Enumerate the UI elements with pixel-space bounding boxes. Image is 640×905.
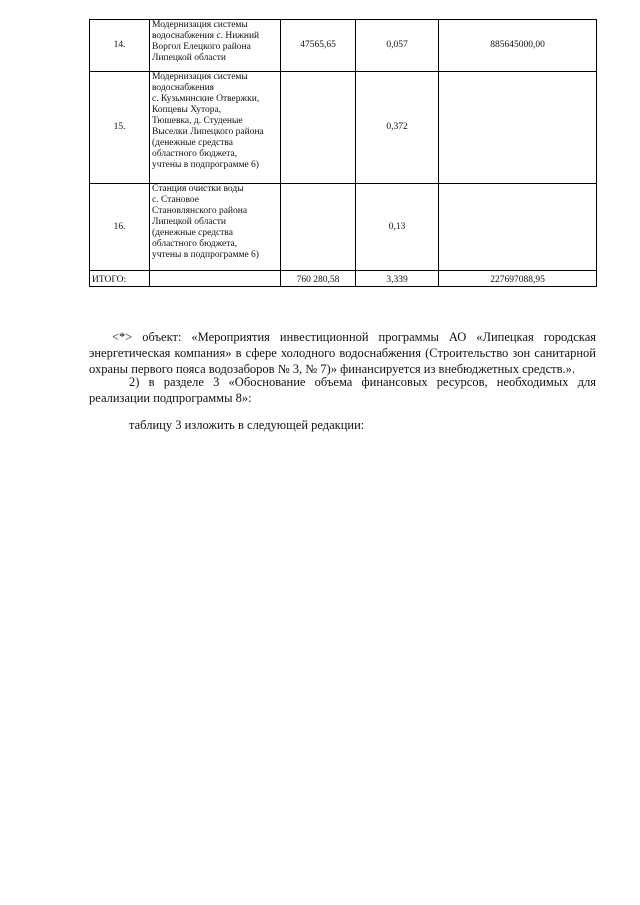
table-row bbox=[90, 184, 597, 271]
object-name-line: Модернизация системы bbox=[152, 20, 248, 30]
object-name-line: Становлянского района bbox=[152, 206, 248, 216]
table-row bbox=[90, 72, 597, 184]
amount-cell bbox=[439, 72, 597, 184]
object-name-line: с. Становое bbox=[152, 195, 199, 205]
object-name-line: Выселки Липецкого района bbox=[152, 127, 264, 137]
footnote-text: <*> объект: «Мероприятия инвестиционной программы АО «Липецкая городская энергетическая компания» в сфере холодного водоснабжения (Строительство зон санитарной охраны первого пояса водозаборов № 3, № 7)» финансируется из внебюджетных средств.». bbox=[89, 330, 596, 376]
cost-cell: 47565,65 bbox=[281, 20, 356, 72]
total-label: ИТОГО: bbox=[90, 271, 150, 287]
object-name-line: Станция очистки воды bbox=[152, 184, 244, 194]
object-name-line: учтены в подпрограмме 6) bbox=[152, 250, 259, 260]
cost-cell bbox=[281, 184, 356, 271]
object-name-line: (денежные средства bbox=[152, 138, 233, 148]
object-name-line: областного бюджета, bbox=[152, 239, 238, 249]
table-row bbox=[90, 20, 597, 72]
row-number: 14. bbox=[90, 20, 150, 72]
total-length: 3,339 bbox=[356, 271, 439, 287]
object-name-line: (денежные средства bbox=[152, 228, 233, 238]
amount-cell bbox=[439, 184, 597, 271]
row-number: 16. bbox=[90, 184, 150, 271]
object-name-line: Копцевы Хутора, bbox=[152, 105, 222, 115]
footnote-paragraph bbox=[89, 329, 596, 377]
row-number: 15. bbox=[90, 72, 150, 184]
amount-cell: 885645000,00 bbox=[439, 20, 597, 72]
object-name bbox=[150, 72, 281, 184]
object-name-line: водоснабжения с. Нижний bbox=[152, 31, 260, 41]
object-name-line: Тюшевка, д. Студеные bbox=[152, 116, 243, 126]
total-cost: 760 280,58 bbox=[281, 271, 356, 287]
object-name-line: водоснабжения bbox=[152, 83, 215, 93]
object-name-line: областного бюджета, bbox=[152, 149, 238, 159]
table3-instruction: таблицу 3 изложить в следующей редакции: bbox=[129, 418, 365, 432]
length-cell: 0,372 bbox=[356, 72, 439, 184]
length-cell: 0,13 bbox=[356, 184, 439, 271]
total-amount: 227697088,95 bbox=[439, 271, 597, 287]
total-empty-cell bbox=[150, 271, 281, 287]
object-name bbox=[150, 20, 281, 72]
total-row bbox=[90, 271, 597, 287]
object-name bbox=[150, 184, 281, 271]
object-name-line: Липецкой области bbox=[152, 217, 227, 227]
object-name-line: учтены в подпрограмме 6) bbox=[152, 160, 259, 170]
object-name-line: Модернизация системы bbox=[152, 72, 248, 82]
object-name-line: Липецкой области bbox=[152, 53, 227, 63]
length-cell: 0,057 bbox=[356, 20, 439, 72]
amendment-item-2-text: 2) в разделе 3 «Обоснование объема финансовых ресурсов, необходимых для реализации подпрограммы 8»: bbox=[89, 375, 596, 405]
amendment-item-2 bbox=[89, 374, 596, 406]
object-name-line: с. Кузьминские Отвержки, bbox=[152, 94, 260, 104]
financing-table bbox=[89, 19, 597, 287]
cost-cell bbox=[281, 72, 356, 184]
object-name-line: Воргол Елецкого района bbox=[152, 42, 251, 52]
